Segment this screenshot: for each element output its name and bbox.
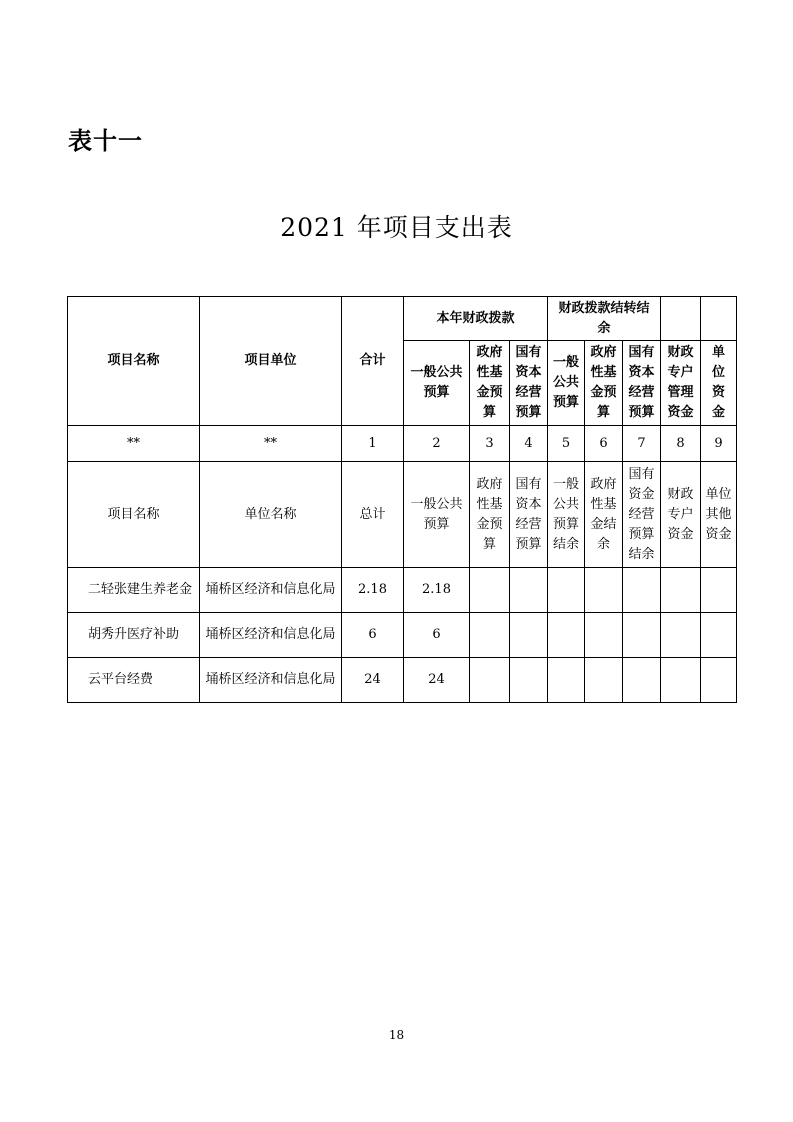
header-group-current-year: 本年财政拨款 <box>404 297 548 341</box>
header-sub-carry-general: 一般 公共 预算 <box>548 341 585 426</box>
cell-unit: 埇桥区经济和信息化局 <box>200 568 342 613</box>
header-sub-general-budget: 一般公共 预算 <box>404 341 470 426</box>
header-sub-carry-gov-fund: 政府 性基 金预 算 <box>585 341 623 426</box>
header-project-unit: 项目单位 <box>200 297 342 426</box>
index-cell: 5 <box>548 426 585 462</box>
cell-total: 2.18 <box>342 568 404 613</box>
index-row <box>68 426 737 462</box>
header-project-name: 项目名称 <box>68 297 200 426</box>
desc-cell: 一般 公共 预算 结余 <box>548 462 585 568</box>
header-sub-special-account: 财政 专户 管理 资金 <box>661 341 701 426</box>
table-label: 表十一 <box>68 127 143 155</box>
header-sub-state-capital: 国有 资本 经营 预算 <box>510 341 548 426</box>
desc-cell: 总计 <box>342 462 404 568</box>
cell-general-budget: 24 <box>404 658 470 703</box>
table-row <box>68 613 737 658</box>
page-number: 18 <box>388 1028 405 1042</box>
header-empty-8 <box>661 297 701 341</box>
desc-cell: 政府 性基 金结 余 <box>585 462 623 568</box>
header-empty-9 <box>701 297 737 341</box>
table-row <box>68 568 737 613</box>
header-sub-carry-state-capital: 国有 资本 经营 预算 <box>623 341 661 426</box>
desc-cell: 财政 专户 资金 <box>661 462 701 568</box>
header-total: 合计 <box>342 297 404 426</box>
cell-unit: 埇桥区经济和信息化局 <box>200 658 342 703</box>
desc-cell: 一般公共 预算 <box>404 462 470 568</box>
index-cell: 1 <box>342 426 404 462</box>
index-cell: 9 <box>701 426 737 462</box>
desc-cell: 政府 性基 金预 算 <box>470 462 510 568</box>
header-group-carryover: 财政拨款结转结 余 <box>548 297 661 341</box>
desc-cell: 单位名称 <box>200 462 342 568</box>
index-cell: 7 <box>623 426 661 462</box>
description-row <box>68 462 737 568</box>
index-cell: 2 <box>404 426 470 462</box>
cell-project-name: 二轻张建生养老金 <box>68 568 200 613</box>
index-cell: 3 <box>470 426 510 462</box>
header-sub-gov-fund: 政府 性基 金预 算 <box>470 341 510 426</box>
index-cell: 6 <box>585 426 623 462</box>
cell-total: 6 <box>342 613 404 658</box>
cell-general-budget: 2.18 <box>404 568 470 613</box>
cell-unit: 埇桥区经济和信息化局 <box>200 613 342 658</box>
desc-cell: 项目名称 <box>68 462 200 568</box>
desc-cell: 单位 其他 资金 <box>701 462 737 568</box>
index-cell: 4 <box>510 426 548 462</box>
table-row <box>68 658 737 703</box>
header-sub-unit-funds: 单 位 资 金 <box>701 341 737 426</box>
cell-project-name: 云平台经费 <box>68 658 200 703</box>
cell-total: 24 <box>342 658 404 703</box>
index-cell: ** <box>200 426 342 462</box>
desc-cell: 国有 资本 经营 预算 <box>510 462 548 568</box>
cell-general-budget: 6 <box>404 613 470 658</box>
index-cell: ** <box>68 426 200 462</box>
index-cell: 8 <box>661 426 701 462</box>
desc-cell: 国有 资金 经营 预算 结余 <box>623 462 661 568</box>
document-title: 2021 年项目支出表 <box>280 213 513 242</box>
cell-project-name: 胡秀升医疗补助 <box>68 613 200 658</box>
project-expenditure-table <box>67 296 737 703</box>
